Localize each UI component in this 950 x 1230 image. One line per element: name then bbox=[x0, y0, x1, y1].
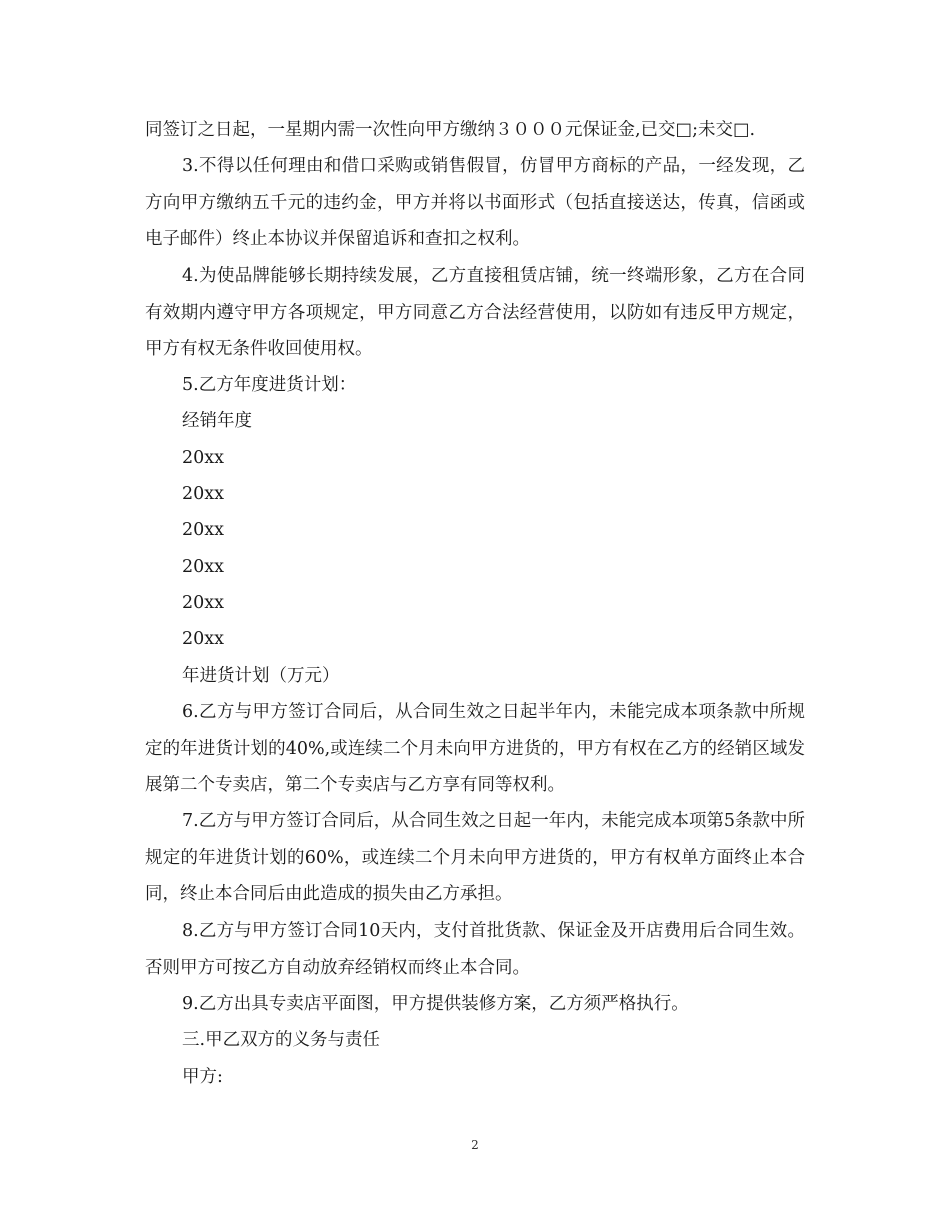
year-item-6: 20xx bbox=[182, 629, 225, 649]
year-item-5: 20xx bbox=[182, 593, 225, 613]
party-a-heading: 甲方: bbox=[182, 1067, 223, 1087]
paragraph-clause-6: 6.乙方与甲方签订合同后，从合同生效之日起半年内，未能完成本项条款中所规定的年进货计划的40%,或连续二个月未向甲方进货的，甲方有权在乙方的经销区域发展第二个专卖店，第二个专卖店与乙方享有同等权利。 bbox=[145, 702, 805, 795]
page-number: 2 bbox=[471, 1138, 479, 1152]
label-sales-year: 经销年度 bbox=[182, 411, 252, 431]
paragraph-clause-8: 8.乙方与甲方签订合同10天内，支付首批货款、保证金及开店费用后合同生效。否则甲方可按乙方自动放弃经销权而终止本合同。 bbox=[145, 921, 805, 978]
paragraph-clause-7: 7.乙方与甲方签订合同后，从合同生效之日起一年内，未能完成本项第5条款中所规定的年进货计划的60%，或连续二个月未向甲方进货的，甲方有权单方面终止本合同，终止本合同后由此造成的损失由乙方承担。 bbox=[145, 811, 805, 904]
paragraph-clause-4: 4.为使品牌能够长期持续发展，乙方直接租赁店铺，统一终端形象，乙方在合同有效期内遵守甲方各项规定，甲方同意乙方合法经营使用，以防如有违反甲方规定，甲方有权无条件收回使用权。 bbox=[145, 266, 805, 359]
section-heading-obligations: 三.甲乙双方的义务与责任 bbox=[182, 1030, 381, 1050]
paragraph-clause-9: 9.乙方出具专卖店平面图，甲方提供装修方案，乙方须严格执行。 bbox=[182, 994, 689, 1014]
label-annual-purchase-plan: 年进货计划（万元） bbox=[182, 666, 340, 686]
year-item-2: 20xx bbox=[182, 484, 225, 504]
paragraph-clause-3: 3.不得以任何理由和借口采购或销售假冒，仿冒甲方商标的产品，一经发现，乙方向甲方缴纳五千元的违约金，甲方并将以书面形式（包括直接送达，传真，信函或电子邮件）终止本协议并保留追诉和查扣之权利。 bbox=[145, 156, 805, 249]
year-item-1: 20xx bbox=[182, 448, 225, 468]
year-item-4: 20xx bbox=[182, 557, 225, 577]
paragraph-clause-5: 5.乙方年度进货计划： bbox=[182, 375, 357, 395]
paragraph-deposit-continuation: 同签订之日起，一星期内需一次性向甲方缴纳３０００元保证金,已交□;未交□. bbox=[145, 120, 756, 140]
year-item-3: 20xx bbox=[182, 520, 225, 540]
